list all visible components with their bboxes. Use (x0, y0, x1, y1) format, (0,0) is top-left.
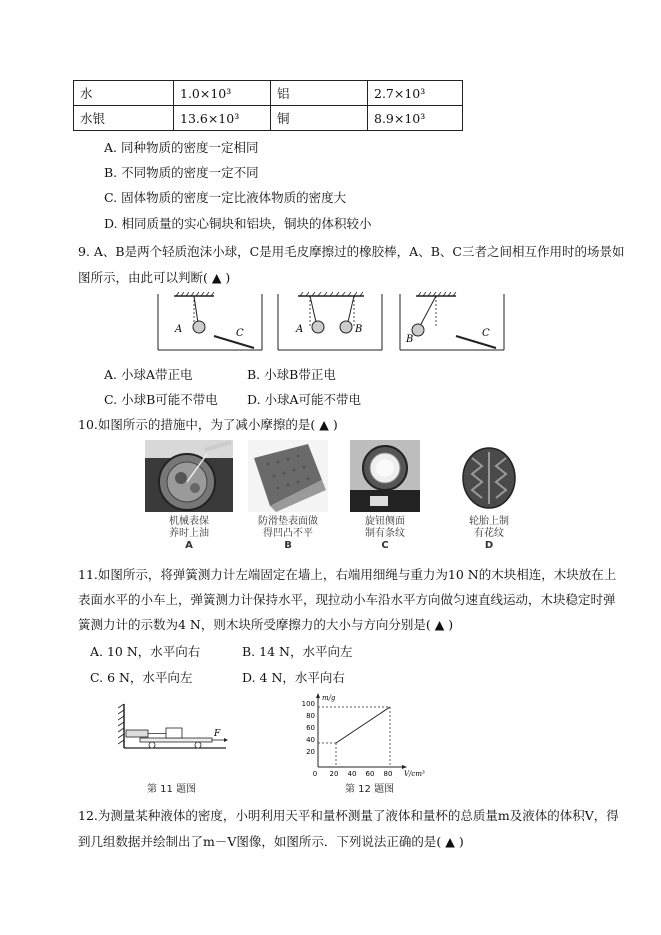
y-tick-60: 60 (306, 724, 315, 732)
q8-option-b: B. 不同物质的密度一定不同 (104, 165, 259, 180)
q9-option-b: B. 小球B带正电 (247, 367, 336, 382)
table-cell: 2.7×10³ (368, 81, 463, 106)
label-c: C (482, 328, 490, 339)
x-tick-60: 60 (365, 770, 375, 778)
q12-figure-caption: 第 12 题图 (345, 784, 395, 795)
q11-option-c: C. 6 N，水平向左 (90, 670, 193, 685)
x-tick-20: 20 (329, 770, 339, 778)
q12-stem-line1: 12.为测量某种液体的密度，小明利用天平和量杯测量了液体和量杯的总质量m及液体的体积V，得 (78, 808, 619, 823)
q11-option-a: A. 10 N，水平向右 (90, 644, 201, 659)
q10-stem: 10.如图所示的措施中，为了减小摩擦的是( ▲ ) (78, 417, 338, 432)
y-axis-label: m/g (322, 694, 336, 702)
q9-panel-2 (278, 292, 382, 350)
y-tick-20: 20 (306, 748, 315, 756)
q8-option-c: C. 固体物质的密度一定比液体物质的密度大 (104, 190, 347, 205)
q8-option-d: D. 相同质量的实心铜块和铝块，铜块的体积较小 (104, 216, 372, 231)
q9-stem-line2: 图所示，由此可以判断( ▲ ) (78, 270, 231, 285)
label-a: A (175, 324, 183, 335)
table-cell: 1.0×10³ (174, 81, 271, 106)
q8-option-a: A. 同种物质的密度一定相同 (104, 140, 259, 155)
table-cell: 水银 (74, 106, 174, 131)
x-tick-80: 80 (383, 770, 393, 778)
caption-c-line1: 旋钮侧面 (365, 516, 405, 527)
y-tick-40: 40 (306, 736, 315, 744)
caption-d-letter: D (484, 540, 494, 551)
caption-c-letter: C (381, 540, 389, 551)
series-line (336, 707, 390, 743)
tire-photo (458, 440, 520, 512)
label-b: B (355, 324, 363, 335)
density-table (73, 80, 463, 131)
q11-option-b: B. 14 N，水平向左 (242, 644, 353, 659)
table-cell: 8.9×10³ (368, 106, 463, 131)
caption-a-letter: A (185, 540, 193, 551)
q11-stem-line1: 11.如图所示，将弹簧测力计左端固定在墙上，右端用细绳与重力为10 N的木块相连，木块放在上 (78, 567, 617, 582)
label-c: C (236, 328, 244, 339)
force-label: F (214, 729, 221, 739)
anti-slip-mat-photo (248, 440, 328, 512)
q9-option-a: A. 小球A带正电 (104, 367, 193, 382)
y-tick-100: 100 (301, 700, 315, 708)
q11-figure-caption: 第 11 题图 (147, 784, 197, 795)
watch-oiling-photo (145, 440, 233, 512)
q9-panel-3 (400, 292, 504, 350)
q9-figure (150, 292, 510, 354)
x-axis-label: V/cm³ (404, 770, 425, 778)
y-tick-80: 80 (306, 712, 315, 720)
x-tick-40: 40 (347, 770, 357, 778)
label-b: B (406, 334, 414, 345)
table-row (74, 106, 463, 131)
caption-a-line2: 养时上油 (169, 528, 209, 539)
q12-stem-line2: 到几组数据并绘制出了m－V图像，如图所示．下列说法正确的是( ▲ ) (78, 834, 464, 849)
caption-a-line1: 机械表保 (169, 516, 209, 527)
q11-option-d: D. 4 N，水平向右 (242, 670, 345, 685)
q9-option-c: C. 小球B可能不带电 (104, 392, 218, 407)
table-cell: 13.6×10³ (174, 106, 271, 131)
caption-c-line2: 制有条纹 (365, 528, 405, 539)
caption-b-line1: 防滑垫表面做 (258, 516, 318, 527)
m-v-graph (296, 692, 436, 780)
knob-photo (350, 440, 420, 512)
caption-d-line2: 有花纹 (474, 528, 504, 539)
caption-d-line1: 轮胎上制 (469, 516, 509, 527)
q9-stem-line1: 9. A、B是两个轻质泡沫小球，C是用毛皮摩擦过的橡胶棒，A、B、C三者之间相互作用时的场景如 (78, 244, 625, 259)
table-cell: 铜 (271, 106, 368, 131)
q9-option-d: D. 小球A可能不带电 (247, 392, 362, 407)
table-row (74, 81, 463, 106)
spring-scale-cart-figure (118, 700, 230, 752)
x-tick-0: 0 (312, 770, 318, 778)
label-a: A (296, 324, 304, 335)
table-cell: 水 (74, 81, 174, 106)
q11-stem-line3: 簧测力计的示数为4 N，则木块所受摩擦力的大小与方向分别是( ▲ ) (78, 617, 454, 632)
q9-panel-1 (158, 292, 262, 350)
graph-axes (316, 693, 407, 769)
caption-b-letter: B (284, 540, 292, 551)
caption-b-line2: 得凹凸不平 (263, 528, 313, 539)
table-cell: 铝 (271, 81, 368, 106)
q11-stem-line2: 表面水平的小车上，弹簧测力计保持水平，现拉动小车沿水平方向做匀速直线运动，木块稳定时弹 (78, 592, 616, 607)
